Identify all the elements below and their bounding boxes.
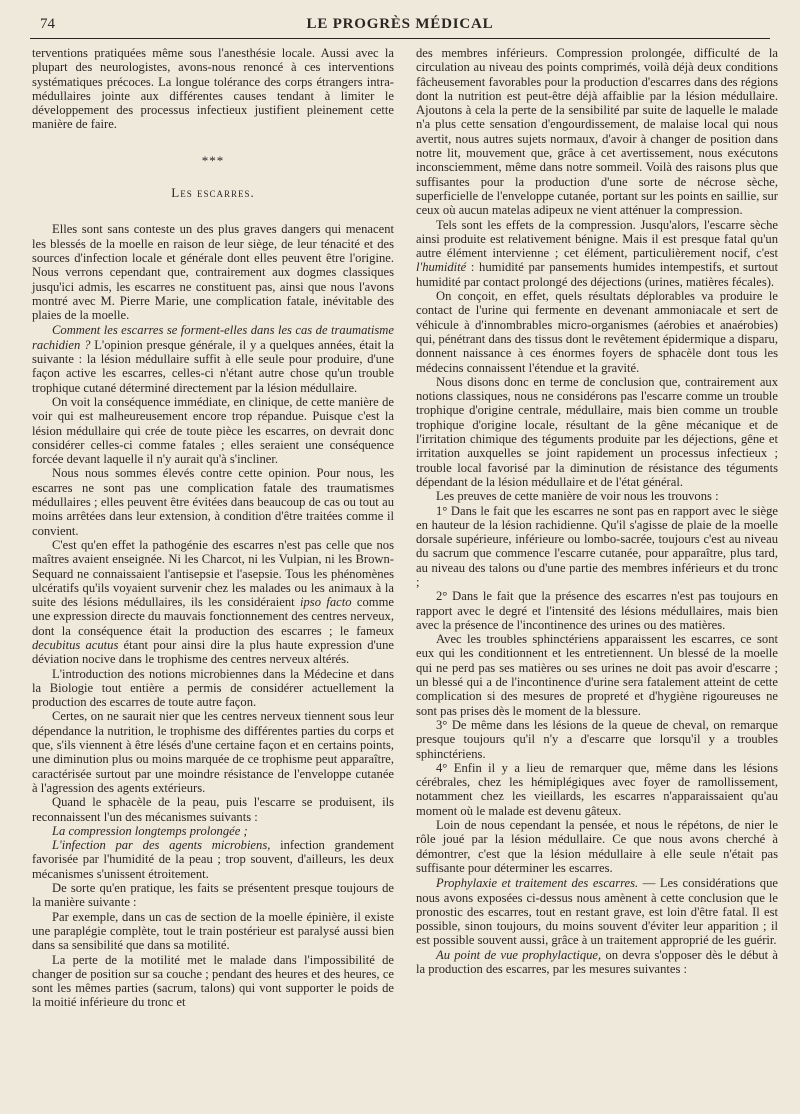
paragraph: La perte de la motilité met le malade dans l'impossibilité de changer de position sur sa couche ; pendant des heures et des heures, ce sont les mêmes parties (sacrum, talons) qui vont supporter le poids de la moitié inférieure du tronc et xyxy=(32,952,394,1010)
paragraph: Par exemple, dans un cas de section de la moelle épinière, il existe une paraplégie complète, tout le train postérieur est paralysé aussi bien dans sa sensibilité que dans sa motilité. xyxy=(32,909,394,953)
paragraph: Les preuves de cette manière de voir nous les trouvons : xyxy=(436,489,719,504)
italic-term: ipso facto xyxy=(300,595,352,610)
paragraph: Nous disons donc en terme de conclusion que, contrairement aux notions classiques, nous ne considérons pas l'escarre comme un trouble trophique d'origine centrale, médullaire, mais bien comme un trouble trophique d'origine locale, résultant de la gêne mécanique et de l'irritation chimique des téguments produite par les déjections, gêne et irritation auxquelles se joint rapidement un processus infectieux ; trouble local favorisé par la diminution de résistance des téguments dépendant de la lésion médullaire et de l'état général. xyxy=(416,374,778,489)
italic-term: decubitus acutus xyxy=(32,637,119,652)
section-stars: *** xyxy=(201,152,225,168)
subsection-title: Prophylaxie et traitement des escarres. xyxy=(436,876,639,891)
paragraph: L'introduction des notions microbiennes dans la Médecine et dans la Biologie tout entière a permis de considérer actuellement la production des escarres de toute autre façon. xyxy=(32,666,394,710)
journal-title: LE PROGRÈS MÉDICAL xyxy=(306,16,494,32)
paragraph-text: — Les considérations que nous avons exposées ci-dessus nous amènent à cette conclusion que le pronostic des escarres, tout en restant grave, est loin d'être fatal. Il est possible, sinon toujours, du moins souvent d'éviter leur apparition ; il est possible souvent aussi, grâce à un traitement approprié de les guérir. xyxy=(416,876,778,948)
paragraph: 3° De même dans les lésions de la queue de cheval, on remarque presque toujours qu'il n'y a d'escarre que lorsqu'il y a troubles sphinctériens. xyxy=(416,717,778,761)
paragraph-text: étant pour ainsi dire la plus haute expression d'une déviation nocive dans le trophisme des centres nerveux altérés. xyxy=(32,637,394,667)
italic-question: Comment les escarres se forment-elles dans les cas de traumatisme rachidien ? xyxy=(32,323,394,352)
paragraph: 2° Dans le fait que la présence des escarres n'est pas toujours en rapport avec le degré et l'intensité des lésions médullaires, mais bien avec la présence de l'incontinence des urines ou des matières. xyxy=(416,589,778,632)
paragraph xyxy=(416,948,778,977)
paragraph xyxy=(416,218,778,289)
paragraph-text: on devra s'opposer dès le début à la production des escarres, par les mesures suivantes : xyxy=(416,947,779,976)
paragraph: des membres inférieurs. Compression prolongée, difficulté de la circulation au niveau des points comprimés, voilà déjà deux conditions fâcheusement favorables pour la production d'escarres dans des régions dont la nutrition est peut-être déjà affaiblie par la lésion médullaire. Ajoutons à cela la perte de la sensibilité par suite de laquelle le malade n'a plus cette sensation d'engourdissement, de malaise local qui nous avertit, nous autres sujets normaux, d'avoir à changer de position dans notre lit, mouvement que, grâce à cet avertissement, nous exécutons inconsciemment, même dans notre sommeil. Voilà des raisons plus que suffisantes pour la production d'une sorte de nécrose sèche, superficielle de l'enveloppe cutanée, portant sur les points en saillie, sur ceux où aucun matelas adipeux ne vient atténuer la compression. xyxy=(416,46,778,218)
mechanism-item: La compression longtemps prolongée ; xyxy=(52,823,248,838)
paragraph xyxy=(32,323,394,394)
left-column xyxy=(32,46,394,1010)
paragraph: On conçoit, en effet, quels résultats déplorables va produire le contact de l'urine qui fermente en devenant ammoniacale et sert de véhicule à d'innombrables micro-organismes (aérobies et anaérobies) qui, pénétrant dans des tissus dont le revêtement épidermique a disparu, donnent naissance à ces énormes foyers de sphacèle dont tous les médecins connaissent l'étendue et la gravité. xyxy=(416,289,778,375)
paragraph: On voit la conséquence immédiate, en clinique, de cette manière de voir qui est malheureusement encore trop répandue. Puisque c'est la lésion médullaire qui crée de toute pièce les escarres, on devrait donc considérer celles-ci comme fatales ; elles seraient une conséquence forcée devant laquelle il n'y aurait qu'à s'incliner. xyxy=(32,394,394,467)
paragraph xyxy=(32,538,394,667)
header-rule xyxy=(30,38,770,39)
paragraph-text: comme une expression directe du mauvais fonctionnement des centres nerveux, dont la conséquence était la production des escarres ; le fameux xyxy=(32,595,394,638)
paragraph xyxy=(416,876,778,947)
paragraph: terventions pratiquées même sous l'anesthésie locale. Aussi avec la plupart des neurologistes, avons-nous renoncé à ces interventions systématiques précoces. La longue tolérance des corps étrangers intra-médullaires jointe aux différentes causes tendant à limiter le développement des processus infectieux justifient pleinement cette manière de faire. xyxy=(32,46,394,132)
right-column xyxy=(416,46,778,976)
italic-term: l'humidité xyxy=(416,260,467,275)
paragraph: Loin de nous cependant la pensée, et nous le répétons, de nier le rôle joué par la lésion médullaire. Ce que nous avons cherché à démontrer, c'est que la lésion médullaire à elle seule n'était pas suffisante pour déterminer les escarres. xyxy=(416,818,778,875)
italic-term: L'infection par des agents microbiens, xyxy=(52,838,271,853)
paragraph-text: : humidité par pansements humides intempestifs, et surtout humidité par contact prolongé des déjections (urines, matières fécales). xyxy=(416,260,778,289)
paragraph: 1° Dans le fait que les escarres ne sont pas en rapport avec le siège en hauteur de la lésion rachidienne. Qu'il s'agisse de plaie de la moelle dorsale supérieure, inférieure ou lombo-sacrée, toujours c'est au niveau du sacrum que commence l'escarre cutanée, pour apparaître, plus tard, au niveau des talons ou d'une partie des membres inférieurs et du tronc ; xyxy=(416,503,778,589)
paragraph-text: C'est qu'en effet la pathogénie des escarres n'est pas celle que nos maîtres avaient enseignée. Ni les Charcot, ni les Vulpian, ni les Brown-Sequard ne connaissaient l'antisepsie et l'asepsie. Tous les phénomènes ulcératifs qu'ils voyaient survenir chez les malades ou les animaux à la suite des lésions médullaires, ils les considéraient xyxy=(32,537,394,610)
page-number: 74 xyxy=(40,16,55,32)
paragraph-text: Tels sont les effets de la compression. Jusqu'alors, l'escarre sèche ainsi produite est relativement bénigne. Mais il est presque fatal qu'un autre élément intervienne ; cet élément, particulièrement nocif, c'est xyxy=(416,217,778,261)
section-title: Les escarres. xyxy=(171,185,255,201)
paragraph-text: L'opinion presque générale, il y a quelques années, était la suivante : la lésion médullaire suffit à elle seule pour produire, d'une façon active les escarres, celles-ci n'étant autre chose qu'un trouble trophique cutané déterminé directement par la lésion médullaire. xyxy=(32,337,394,395)
paragraph: Certes, on ne saurait nier que les centres nerveux tiennent sous leur dépendance la nutrition, le trophisme des différentes parties du corps et que, s'ils viennent à être lésés d'une certaine façon et en certains points, une diminution plus ou moins marquée de ce trophisme peut apparaître, caractérisée surtout par une moindre résistance de l'enveloppe cutanée à l'agression des agents extérieurs. xyxy=(32,709,394,795)
paragraph-text: infection grandement favorisée par l'humidité de la peau ; trop souvent, d'ailleurs, les deux mécanismes s'unissent étroitement. xyxy=(32,838,394,881)
italic-term: Au point de vue prophylactique, xyxy=(436,947,602,962)
paragraph: Elles sont sans conteste un des plus graves dangers qui menacent les blessés de la moelle en raison de leur siège, de leur ténacité et des sources d'infection locale et générale dont elles peuvent être l'origine. Nous verrons cependant que, contrairement aux dogmes classiques jusqu'ici admis, les escarres ne constituent pas, ainsi que nous l'avons montré avec M. Pierre Marie, une complication fatale, inévitable des plaies de la moelle. xyxy=(32,222,394,323)
page-header xyxy=(30,14,770,36)
paragraph: De sorte qu'en pratique, les faits se présentent presque toujours de la manière suivante : xyxy=(32,881,394,910)
paragraph: Nous nous sommes élevés contre cette opinion. Pour nous, les escarres ne sont pas une complication fatale des traumatismes médullaires ; elles peuvent être évitées dans beaucoup de cas ou tout au moins arrêtées dans leur extension, à condition d'être traitées comme il convient. xyxy=(32,466,394,538)
paragraph: Avec les troubles sphinctériens apparaissent les escarres, ce sont eux qui les conditionnent et les entretiennent. Un blessé de la moelle qui ne perd pas ses matières ou ses urines ne doit pas avoir d'escarre ; un blessé qui a de l'incontinence d'urine sera fatalement atteint de cette complication si des mesures de propreté et d'hygiène rigoureuses ne sont pas prises dès le moment de la blessure. xyxy=(416,632,778,718)
paragraph: Quand le sphacèle de la peau, puis l'escarre se produisent, ils reconnaissent l'un des mécanismes suivants : xyxy=(32,795,394,824)
paragraph: 4° Enfin il y a lieu de remarquer que, même dans les lésions cérébrales, chez les hémiplégiques avec foyer de ramollissement, notamment chez les vieillards, les escarres n'apparaissaient qu'au moment où le malade est devenu gâteux. xyxy=(416,760,778,818)
paragraph xyxy=(32,838,394,881)
